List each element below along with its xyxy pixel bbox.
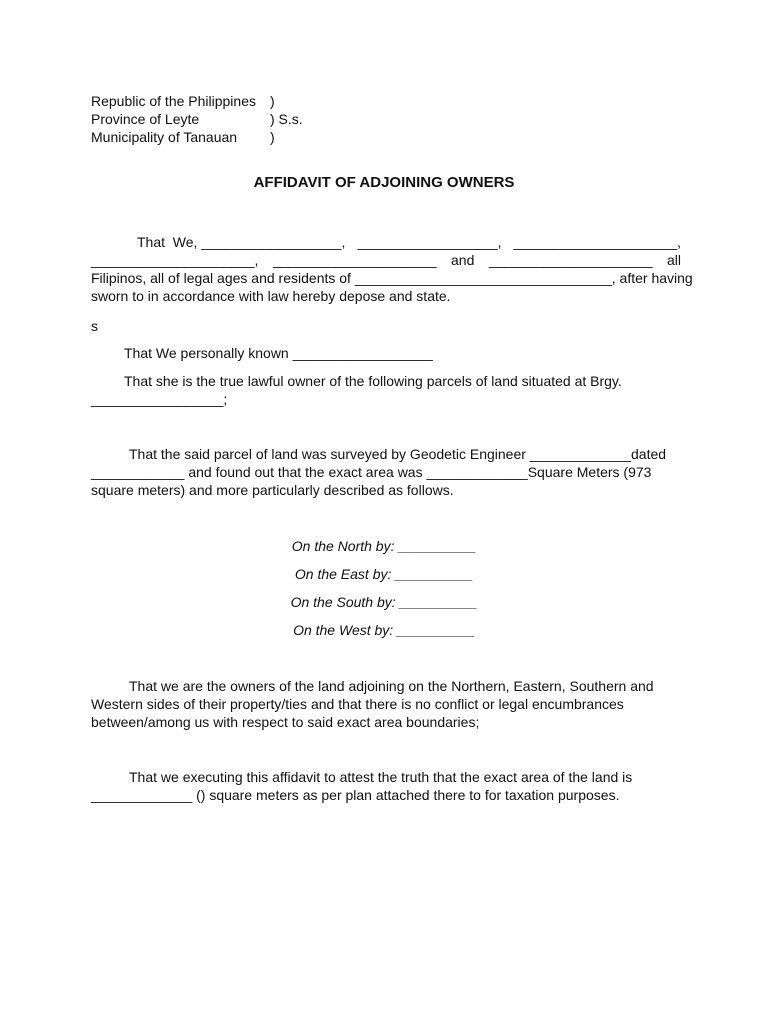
affiants-line-4: sworn to in accordance with law hereby depose and state. xyxy=(91,288,451,304)
boundary-south: On the South by: __________ xyxy=(290,594,478,610)
affiant-blank-6: _____________________ xyxy=(488,252,653,268)
affiant-all: all xyxy=(666,252,681,268)
venue-mark-1: ) xyxy=(270,93,275,109)
affiant-blank-3: _____________________, xyxy=(513,234,681,250)
venue-marks xyxy=(270,92,303,146)
attestation-line-1: That we executing this affidavit to attest the truth that the exact area of the land is xyxy=(129,769,633,785)
affiants-line-3: Filipinos, all of legal ages and residents of _________________________________, after having xyxy=(91,270,693,286)
venue-municipality: Municipality of Tanauan xyxy=(91,129,238,145)
survey-line-1: That the said parcel of land was surveyed by Geodetic Engineer _____________dated xyxy=(129,446,667,462)
adjoining-line-2: Western sides of their property/ties and that there is no conflict or legal encumbrances xyxy=(91,696,624,712)
paragraph-survey xyxy=(91,445,681,499)
lawful-owner-line-2: _________________; xyxy=(91,391,228,407)
paragraph-lawful-owner xyxy=(91,372,681,408)
venue-block xyxy=(91,92,256,146)
attestation-line-2: _____________ () square meters as per plan attached there to for taxation purposes. xyxy=(91,787,620,803)
boundary-north: On the North by: __________ xyxy=(291,538,477,554)
affiant-blank-5: _____________________ xyxy=(272,252,437,268)
venue-mark-3: ) xyxy=(270,129,275,145)
affiant-and: and xyxy=(451,252,475,268)
paragraph-affiants xyxy=(91,233,693,305)
document-title: AFFIDAVIT OF ADJOINING OWNERS xyxy=(253,174,515,191)
paragraph-personally-known: That We personally known __________________ xyxy=(124,345,433,361)
affiant-blank-1: That We, __________________, xyxy=(137,234,346,250)
survey-line-2: ____________ and found out that the exact area was _____________Square Meters (973 xyxy=(91,464,652,480)
paragraph-attestation xyxy=(91,768,681,804)
survey-line-3: square meters) and more particularly described as follows. xyxy=(91,482,454,498)
affiants-line-2 xyxy=(91,251,681,269)
venue-republic: Republic of the Philippines xyxy=(91,93,256,109)
boundary-west: On the West by: __________ xyxy=(293,622,475,638)
paragraph-adjoining-owners xyxy=(91,677,681,731)
venue-province: Province of Leyte xyxy=(91,111,200,127)
adjoining-line-3: between/among us with respect to said exact area boundaries; xyxy=(91,714,480,730)
lawful-owner-line-1: That she is the true lawful owner of the following parcels of land situated at Brgy. xyxy=(124,373,622,389)
affiant-blank-2: __________________, xyxy=(357,234,502,250)
affiant-blank-4: _____________________, xyxy=(91,252,259,268)
adjoining-line-1: That we are the owners of the land adjoining on the Northern, Eastern, Southern and xyxy=(129,678,654,694)
venue-mark-ss: ) S.s. xyxy=(270,111,303,127)
affiants-line-1 xyxy=(91,233,681,251)
stray-letter: s xyxy=(91,318,98,334)
boundary-east: On the East by: __________ xyxy=(294,566,474,582)
